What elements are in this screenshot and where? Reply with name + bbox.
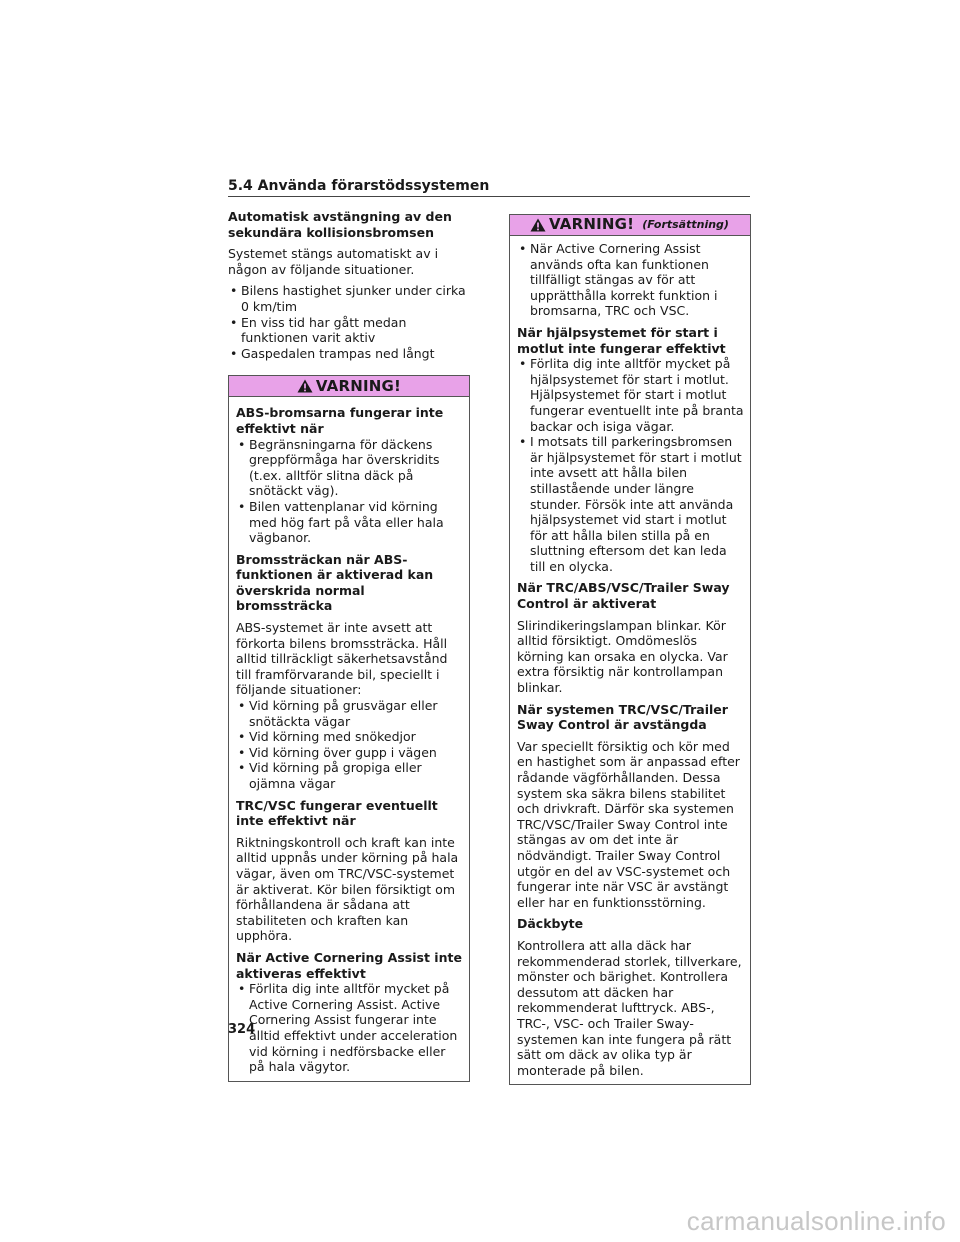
list-item: • Förlita dig inte alltför mycket på Active Cornering Assist. Active Cornering Assist fungerar inte alltid effektivt under acceleration vid körning i nedförsbacke eller på hala vägytor. <box>236 981 463 1075</box>
watermark: carmanualsonline.info <box>686 1206 946 1236</box>
list-item: • Vid körning på gropiga eller ojämna vägar <box>236 760 463 791</box>
paragraph-auto-off: Systemet stängs automatiskt av i någon av följande situationer. <box>228 246 439 277</box>
warning-paragraph: Var speciellt försiktig och kör med en hastighet som är anpassad efter rådande vägförhållanden. Dessa system ska säkra bilens stabilitet och drivkraft. Därför ska systemen TRC/VSC/Trailer Sway Control inte stängas av om det inte är nödvändigt. Trailer Sway Control utgör en del av VSC-systemet och fungerar inte när VSC är avstängt eller har en funktionsstörning. <box>517 738 740 910</box>
list-item: • Gaspedalen trampas ned långt <box>228 346 470 362</box>
warning-heading: När systemen TRC/VSC/Trailer Sway Control är avstängda <box>517 701 728 733</box>
warning-list <box>517 241 744 319</box>
warning-heading: När TRC/ABS/VSC/Trailer Sway Control är aktiverat <box>517 580 730 612</box>
warning-heading: Bromssträckan när ABS-funktionen är aktiverad kan överskrida normal bromssträcka <box>236 551 434 614</box>
left-column <box>228 209 470 1082</box>
page-number: 324 <box>228 1022 256 1037</box>
heading-auto-off: Automatisk avstängning av den sekundära kollisionsbromsen <box>228 209 452 240</box>
warning-list <box>236 981 463 1075</box>
warning-heading: Däckbyte <box>517 916 584 932</box>
list-item: • Förlita dig inte alltför mycket på hjälpsystemet för start i motlut. Hjälpsystemet för start i motlut fungerar eventuellt inte på branta backar och isiga vägar. <box>517 356 744 434</box>
list-item: • I motsats till parkeringsbromsen är hjälpsystemet för start i motlut inte avsett att hålla bilen stillastående under längre stunder. Försök inte att använda hjälpsystemet vid start i motlut för att hålla bilen stilla på en sluttning eftersom det kan leda till en olycka. <box>517 434 744 574</box>
warning-heading: TRC/VSC fungerar eventuellt inte effektivt när <box>236 797 438 829</box>
section-title: 5.4 Använda förarstödssystemen <box>228 178 750 197</box>
auto-off-list <box>228 283 470 361</box>
right-column <box>509 214 751 1085</box>
warning-list <box>236 437 463 546</box>
list-item: • Vid körning på grusvägar eller snötäckta vägar <box>236 698 463 729</box>
warning-paragraph: Kontrollera att alla däck har rekommenderad storlek, tillverkare, mönster och bärighet. Kontrollera dessutom att däcken har rekommenderat lufttryck. ABS-, TRC-, VSC- och Trailer Sway-systemen kan inte fungera på rätt sätt om däck av olika typ är monterade på bilen. <box>517 937 742 1078</box>
warning-paragraph: Slirindikeringslampan blinkar. Kör alltid försiktigt. Omdömeslös körning kan orsaka en olycka. Var extra försiktig när kontrollampan blinkar. <box>517 617 728 696</box>
list-item: • Bilens hastighet sjunker under cirka 0 km/tim <box>228 283 470 314</box>
warning-continued-label: (Fortsättning) <box>642 218 729 232</box>
list-item: • Bilen vattenplanar vid körning med hög fart på våta eller hala vägbanor. <box>236 499 463 546</box>
warning-body <box>229 397 469 1080</box>
warning-header <box>228 375 470 397</box>
warning-paragraph: ABS-systemet är inte avsett att förkorta bilens bromssträcka. Håll alltid tillräckligt säkerhetsavstånd till framförvarande bil, speciellt i följande situationer: <box>236 620 448 698</box>
warning-triangle-icon <box>530 218 546 232</box>
warning-list <box>517 356 744 574</box>
list-item: • Vid körning med snökedjor <box>236 729 463 745</box>
warning-box-continued <box>509 214 751 1085</box>
warning-heading: ABS-bromsarna fungerar inte effektivt när <box>236 405 444 436</box>
warning-body <box>510 236 750 1084</box>
warning-box <box>228 375 470 1081</box>
warning-triangle-icon <box>297 379 313 393</box>
list-item: • En viss tid har gått medan funktionen varit aktiv <box>228 315 470 346</box>
list-item: • Begränsningarna för däckens greppförmåga har överskridits (t.ex. alltför slitna däck på snötäckt väg). <box>236 437 463 499</box>
warning-heading: När Active Cornering Assist inte aktiveras effektivt <box>236 949 462 981</box>
list-item: • Vid körning över gupp i vägen <box>236 745 463 761</box>
warning-paragraph: Riktningskontroll och kraft kan inte alltid uppnås under körning på hala vägar, även om TRC/VSC-systemet är aktiverat. Kör bilen försiktigt om förhållandena är sådana att stabiliteten och kraften kan upphöra. <box>236 834 459 944</box>
warning-header <box>509 214 751 236</box>
warning-heading: När hjälpsystemet för start i motlut inte fungerar effektivt <box>517 324 726 356</box>
warning-title: VARNING! <box>549 215 635 234</box>
warning-title: VARNING! <box>315 376 402 395</box>
warning-list <box>236 698 463 792</box>
list-item: • När Active Cornering Assist används ofta kan funktionen tillfälligt stängas av för att upprätthålla korrekt funktion i bromsarna, TRC och VSC. <box>517 241 744 319</box>
